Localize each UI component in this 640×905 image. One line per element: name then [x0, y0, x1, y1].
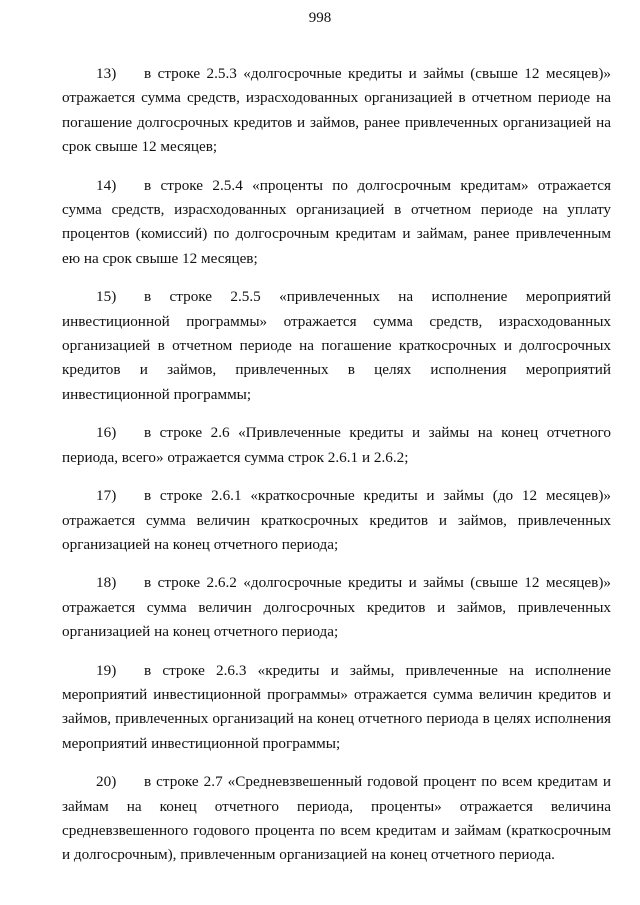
document-body [62, 62, 611, 868]
item-number: 14) [96, 176, 117, 194]
paragraph-17 [62, 484, 611, 557]
paragraph-text: в строке 2.5.4 «проценты по долгосрочным кредитам» отражается сумма средств, израсходованных организацией в отчетном периоде на уплату процентов (комиссий) по долгосрочным кредитам и займам, ранее привлеченным ею на срок свыше 12 месяцев; [62, 176, 611, 267]
paragraph-text: в строке 2.6.2 «долгосрочные кредиты и займы (свыше 12 месяцев)» отражается сумма величин долгосрочных кредитов и займов, привлеченных организацией на конец отчетного периода; [62, 574, 611, 641]
item-number: 19) [96, 661, 117, 679]
paragraph-text: в строке 2.6.3 «кредиты и займы, привлеченные на исполнение мероприятий инвестиционной программы» отражается сумма величин кредитов и займов, привлеченных организаций на конец отчетного периода в целях исполнения мероприятий инвестиционной программы; [62, 661, 611, 752]
item-number: 17) [96, 487, 117, 505]
page-number: 998 [308, 10, 332, 26]
paragraph-16 [62, 421, 611, 470]
item-number: 16) [96, 424, 117, 442]
paragraph-text: в строке 2.5.3 «долгосрочные кредиты и займы (свыше 12 месяцев)» отражается сумма средств, израсходованных организацией в отчетном периоде на погашение долгосрочных кредитов и займов, ранее привлеченных организацией на срок свыше 12 месяцев; [62, 65, 611, 156]
paragraph-19 [62, 659, 611, 757]
paragraph-text: в строке 2.6.1 «краткосрочные кредиты и займы (до 12 месяцев)» отражается сумма величин краткосрочных кредитов и займов, привлеченных организацией на конец отчетного периода; [62, 487, 611, 553]
paragraph-text: в строке 2.6 «Привлеченные кредиты и займы на конец отчетного периода, всего» отражается сумма строк 2.6.1 и 2.6.2; [62, 424, 611, 466]
item-number: 15) [96, 288, 117, 306]
item-number: 18) [96, 574, 117, 592]
item-number: 20) [96, 773, 117, 791]
paragraph-18 [62, 571, 611, 644]
paragraph-14 [62, 174, 611, 272]
paragraph-text: в строке 2.5.5 «привлеченных на исполнение мероприятий инвестиционной программы» отражается сумма средств, израсходованных организацией в отчетном периоде на погашение краткосрочных и долгосрочных кредитов и займов, привлеченных в целях исполнения мероприятий инвестиционной программы; [62, 288, 611, 403]
paragraph-20 [62, 770, 611, 868]
paragraph-15 [62, 285, 611, 407]
paragraph-13 [62, 62, 611, 160]
item-number: 13) [96, 65, 117, 82]
paragraph-text: в строке 2.7 «Средневзвешенный годовой процент по всем кредитам и займам на конец отчетного периода, проценты» отражается величина средневзвешенного годового процента по всем кредитам и займам (краткосрочным и долгосрочным), привлеченным организацией на конец отчетного периода. [62, 773, 611, 864]
